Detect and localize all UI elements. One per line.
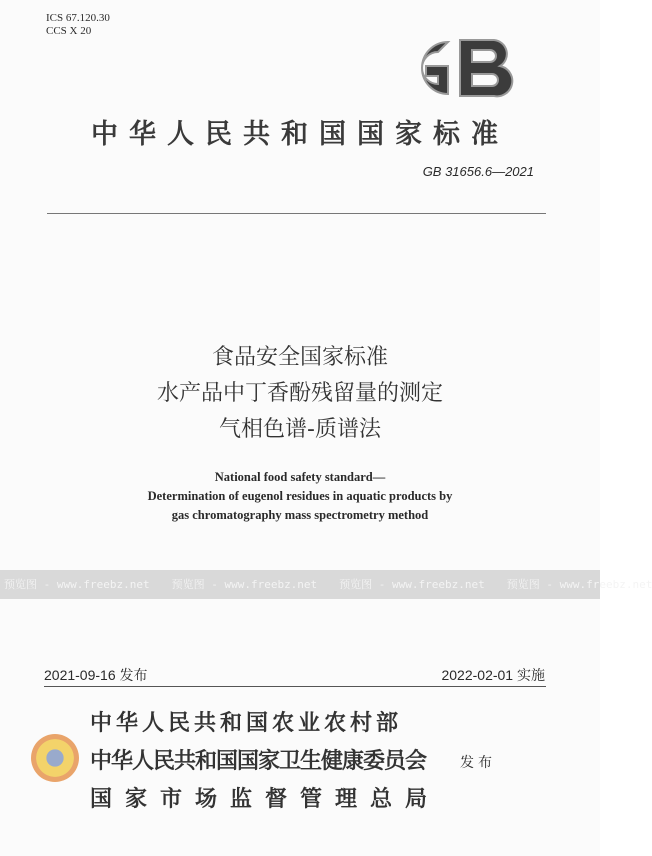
emblem-icon [31, 734, 79, 782]
ccs-code: CCS X 20 [46, 25, 92, 37]
ics-code: ICS 67.120.30 [46, 12, 110, 24]
classification-codes [46, 12, 110, 38]
title-en-line-1: National food safety standard— [214, 470, 386, 484]
standard-number: GB 31656.6—2021 [422, 164, 534, 179]
issuer-1: 中华人民共和国农业农村部 [90, 710, 403, 736]
issuer-3: 国家市场监督管理总局 [90, 786, 441, 812]
watermark-text: 预览图 - www.freebz.net [4, 578, 150, 591]
title-en-line-2: Determination of eugenol residues in aquatic products by [147, 489, 453, 503]
watermark-banner [0, 570, 652, 599]
watermark-text: 预览图 - www.freebz.net [506, 578, 652, 591]
title-zh-line-2: 水产品中丁香酚残留量的测定 [156, 381, 443, 406]
watermark-text: 预览图 - www.freebz.net [339, 578, 485, 591]
watermark-text: 预览图 - www.freebz.net [171, 578, 318, 591]
gb-logo [396, 32, 514, 104]
issuer-2: 中华人民共和国国家卫生健康委员会 [90, 748, 427, 774]
title-zh-line-3: 气相色谱-质谱法 [219, 417, 381, 442]
divider [44, 686, 546, 687]
issue-label: 发布 [460, 755, 496, 771]
title-en [0, 468, 600, 525]
standard-type-title: 中华人民共和国国家标准 [91, 119, 509, 150]
title-en-line-3: gas chromatography mass spectrometry method [171, 508, 429, 522]
publish-date: 2021-09-16 发布 [44, 667, 148, 683]
implement-date: 2022-02-01 实施 [441, 667, 545, 683]
divider [47, 213, 546, 214]
title-zh-line-1: 食品安全国家标准 [211, 345, 388, 370]
